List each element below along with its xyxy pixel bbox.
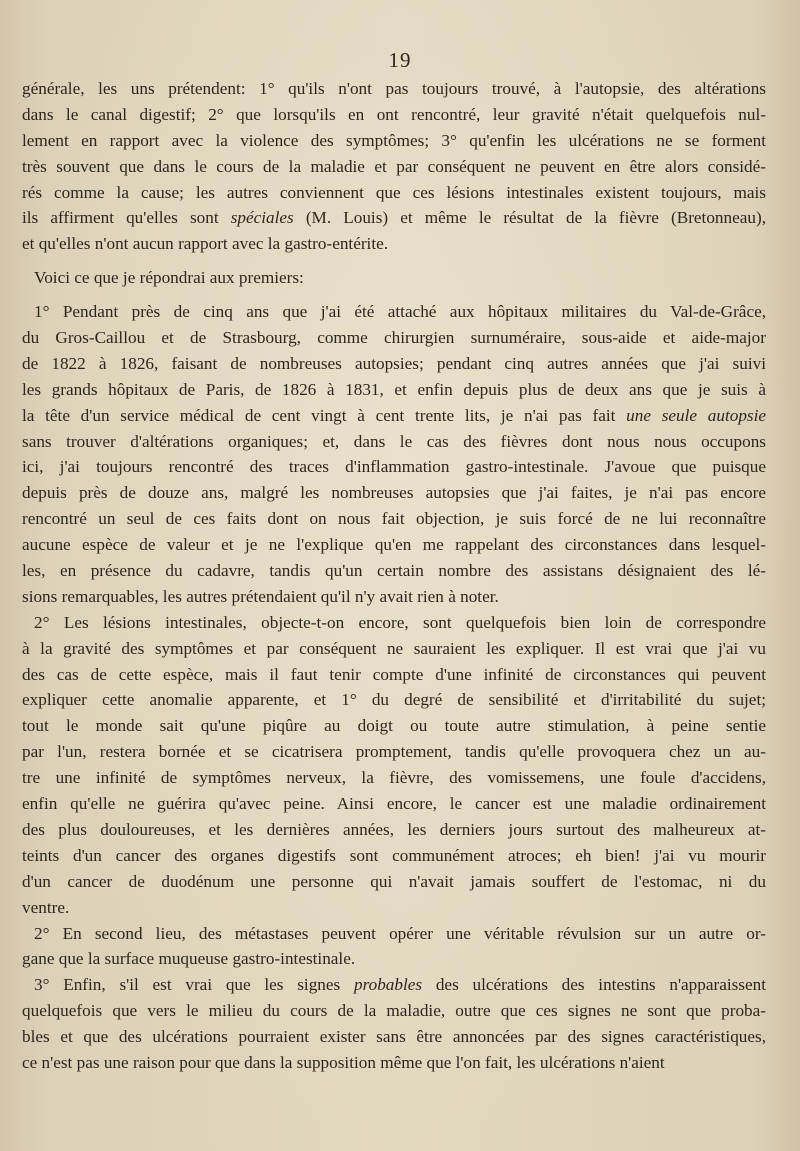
italic-emphasis: une seule autopsie — [626, 405, 767, 425]
text-line: quelquefois que vers le milieu du cours de la maladie, outre que ces signes ne sont que proba- — [22, 1001, 766, 1021]
text-line: de 1822 à 1826, faisant de nombreuses autopsies; pendant cinq autres années que j'ai suivi — [22, 353, 766, 373]
text-segment: ils affirment qu'elles sont — [22, 208, 231, 228]
text-line: des cas de cette espèce, mais il faut tenir compte d'une infinité de circonstances qui peuvent — [22, 664, 766, 684]
text-line: expliquer cette anomalie apparente, et 1° du degré de sensibilité et d'irritabilité du sujet; — [22, 690, 766, 710]
text-line: et qu'elles n'ont aucun rapport avec la gastro-entérite. — [22, 234, 389, 254]
paragraph — [22, 921, 766, 973]
text-segment: 3° Enfin, s'il est vrai que les signes — [34, 975, 354, 995]
text-line: bles et que des ulcérations pourraient exister sans être annoncées par des signes caractéristiques, — [22, 1027, 766, 1047]
text-line: des plus douloureuses, et les dernières années, les derniers jours surtout des malheureux at- — [22, 819, 766, 839]
text-line: très souvent que dans le cours de la maladie et par conséquent ne peuvent en être alors considé- — [22, 156, 766, 176]
text-line: du Gros-Caillou et de Strasbourg, comme chirurgien surnuméraire, sous-aide et aide-major — [22, 328, 766, 348]
paragraph — [22, 76, 766, 257]
text-line: d'un cancer de duodénum une personne qui n'avait jamais souffert de l'estomac, ni du — [22, 871, 766, 891]
text-line: aucune espèce de valeur et je ne l'explique qu'en me rappelant des circonstances dans lesquel- — [22, 535, 766, 555]
text-line: teints d'un cancer des organes digestifs sont communément atroces; eh bien! j'ai vu mourir — [22, 845, 766, 865]
text-line: sions remarquables, les autres prétendaient qu'il n'y avait rien à noter. — [22, 586, 499, 606]
text-line: 2° En second lieu, des métastases peuvent opérer une véritable révulsion sur un autre or- — [34, 923, 766, 943]
text-segment: des ulcérations des intestins n'apparaissent — [422, 975, 766, 995]
text-line: rés comme la cause; les autres conviennent que ces lésions intestinales existent toujours, mais — [22, 182, 766, 202]
paragraph — [22, 265, 766, 291]
text-line: gane que la surface muqueuse gastro-intestinale. — [22, 949, 356, 969]
text-line: tre une infinité de symptômes nerveux, la fièvre, des vomissemens, une foule d'accidens, — [22, 768, 766, 788]
text-line: à la gravité des symptômes et par conséquent ne sauraient les expliquer. Il est vrai que j'ai vu — [22, 638, 766, 658]
text-segment: la tête d'un service médical de cent vingt à cent trente lits, je n'ai pas fait — [22, 405, 627, 425]
text-line: générale, les uns prétendent: 1° qu'ils n'ont pas toujours trouvé, à l'autopsie, des altérations — [22, 79, 766, 98]
text-line: sans trouver d'altérations organiques; et, dans le cas des fièvres dont nous nous occupons — [22, 431, 766, 451]
text-line: enfin qu'elle ne guérira qu'avec peine. Ainsi encore, le cancer est une maladie ordinairement — [22, 794, 766, 814]
text-line: dans le canal digestif; 2° que lorsqu'ils en ont rencontré, leur gravité n'était quelquefois nul- — [22, 104, 766, 124]
text-segment: (M. Louis) et même le résultat de la fièvre (Bretonneau), — [293, 208, 766, 228]
text-line: Voici ce que je répondrai aux premiers: — [34, 268, 304, 288]
text-line — [22, 972, 766, 998]
paragraph — [22, 299, 766, 610]
text-line — [22, 403, 766, 429]
text-line: ventre. — [22, 897, 70, 917]
paragraph — [22, 610, 766, 921]
text-line: 2° Les lésions intestinales, objecte-t-on encore, sont quelquefois bien loin de correspondre — [34, 612, 766, 632]
page-number: 19 — [388, 48, 412, 72]
text-line: les grands hôpitaux de Paris, de 1826 à 1831, et enfin depuis plus de deux ans que je suis à — [22, 379, 766, 399]
text-line: ce n'est pas une raison pour que dans la supposition même que l'on fait, les ulcérations n'aient — [22, 1052, 665, 1072]
text-line: 1° Pendant près de cinq ans que j'ai été attaché aux hôpitaux militaires du Val-de-Grâce, — [34, 302, 766, 322]
text-line: les, en présence du cadavre, tandis qu'un certain nombre des assistans désignaient des lé- — [22, 561, 766, 581]
text-line: tout le monde sait qu'une piqûre au doigt ou toute autre stimulation, à peine sentie — [22, 716, 766, 736]
text-line — [22, 205, 766, 231]
text-line: ici, j'ai toujours rencontré des traces d'inflammation gastro-intestinale. J'avoue que puisque — [22, 457, 766, 477]
text-line: par l'un, restera bornée et se cicatrisera promptement, tandis qu'elle provoquera chez un au- — [22, 742, 766, 762]
text-line: lement en rapport avec la violence des symptômes; 3° qu'enfin les ulcérations ne se forment — [22, 130, 766, 150]
text-line: rencontré un seul de ces faits dont on nous fait objection, je suis forcé de ne lui reconnaître — [22, 509, 766, 529]
text-line: depuis près de douze ans, malgré les nombreuses autopsies que j'ai faites, je n'ai pas encore — [22, 483, 766, 503]
body-text — [22, 76, 766, 1076]
paragraph — [22, 972, 766, 1076]
italic-emphasis: spéciales — [230, 208, 294, 228]
italic-emphasis: probables — [353, 975, 423, 995]
